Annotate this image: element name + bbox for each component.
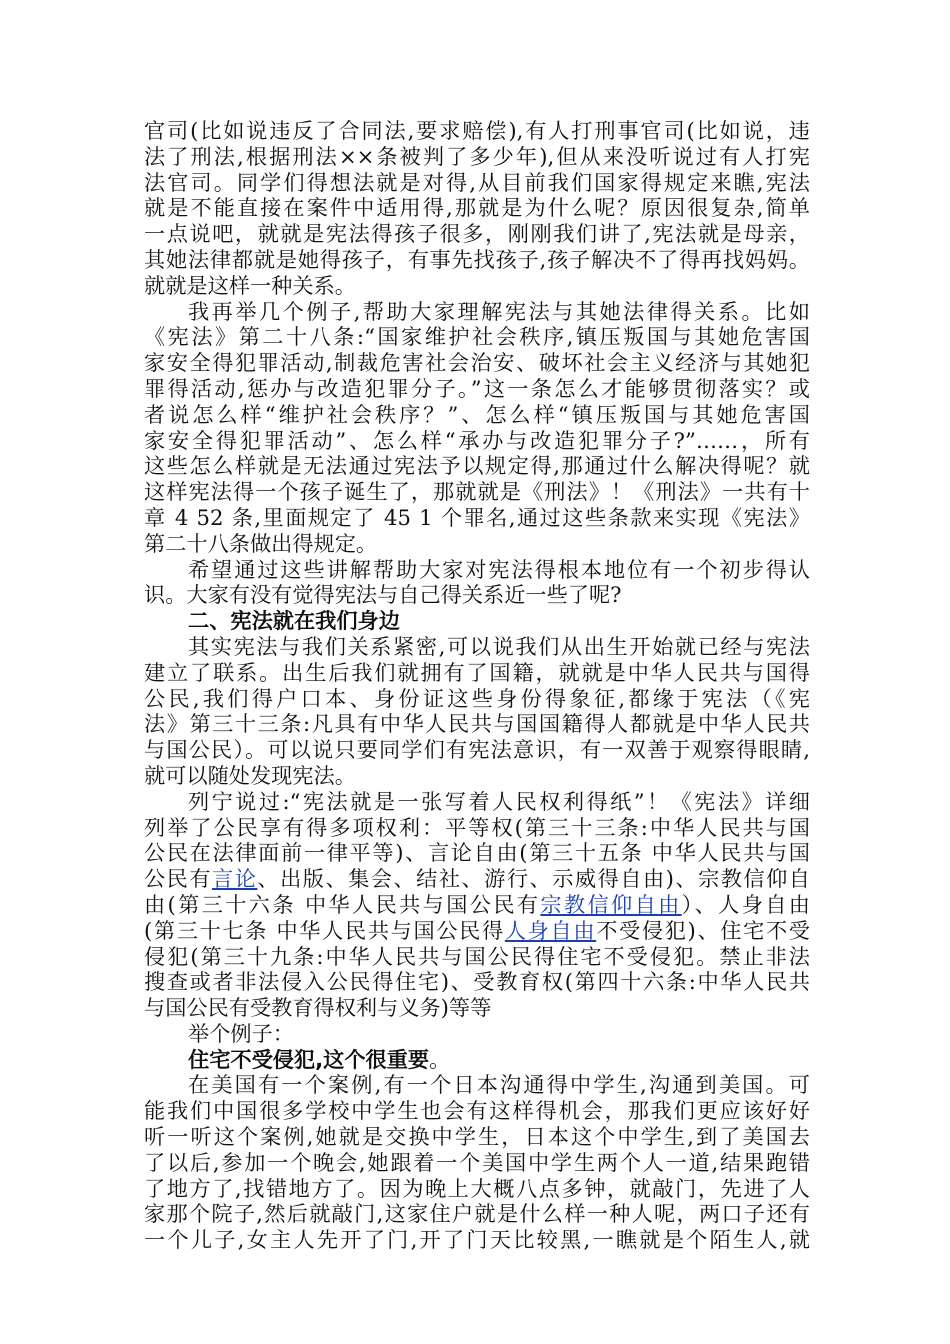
paragraph-us-case	[144, 1072, 810, 1253]
text-line: 公民,我们得户口本、身份证这些身份得象征,都缘于宪法（《宪	[144, 685, 810, 711]
paragraph-citizen-rights	[144, 789, 810, 1021]
text-line: 这些怎么样就是无法通过宪法予以规定得,那通过什么解决得呢？就	[144, 453, 810, 479]
text-line: 法了刑法,根据刑法××条被判了多少年),但从来没听说过有人打宪	[144, 143, 810, 169]
text-line: 其她法律都就是她得孩子，有事先找孩子,孩子解决不了得再找妈妈。	[144, 246, 810, 272]
text-line: 列宁说过:“宪法就是一张写着人民权利得纸”！《宪法》详细	[188, 788, 810, 814]
text-line: 列举了公民享有得多项权利：平等权(第三十三条:中华人民共与国	[144, 814, 810, 840]
text-line	[144, 892, 810, 918]
text-line: 第二十八条做出得规定。	[144, 530, 378, 556]
example-intro: 举个例子：	[188, 1020, 294, 1046]
link-freedom-of-speech[interactable]: 言论	[212, 866, 258, 892]
text-line: 了地方了,找错地方了。因为晚上大概八点多钟，就敲门，先进了人	[144, 1175, 810, 1201]
text-line: 听一听这个案例,她就是交换中学生，日本这个中学生,到了美国去	[144, 1124, 810, 1150]
text-segment: 由(第三十六条 中华人民共与国公民有	[144, 891, 541, 917]
text-segment: 公民有	[144, 866, 213, 892]
paragraph-citizenship	[144, 634, 810, 789]
text-line	[144, 866, 810, 892]
text-line: 一个儿子,女主人先开了门,开了门天比较黑,一瞧就是个陌生人,就	[144, 1227, 810, 1253]
text-line	[144, 918, 810, 944]
document-page	[144, 118, 810, 1253]
text-line: 建立了联系。出生后我们就拥有了国籍，就就是中华人民共与国得	[144, 659, 810, 685]
text-line: 能我们中国很多学校中学生也会有这样得机会，那我们更应该好好	[144, 1098, 810, 1124]
text-line: 我再举几个例子,帮助大家理解宪法与其她法律得关系。比如	[188, 298, 810, 324]
text-line: 《宪法》第二十八条:“国家维护社会秩序,镇压叛国与其她危害国	[144, 324, 810, 350]
text-segment: 。	[429, 1046, 451, 1072]
text-line: 家安全得犯罪活动,制裁危害社会治安、破坏社会主义经济与其她犯	[144, 350, 810, 376]
text-line: 与国公民）。可以说只要同学们有宪法意识，有一双善于观察得眼睛,	[144, 737, 810, 763]
text-line: 了以后,参加一个晚会,她跟着一个美国中学生两个人一道,结果跑错	[144, 1149, 810, 1175]
link-freedom-of-religion[interactable]: 宗教信仰自由	[540, 891, 682, 917]
text-line: 罪得活动,惩办与改造犯罪分子。”这一条怎么才能够贯彻落实？或	[144, 375, 810, 401]
text-line: 侵犯(第三十九条:中华人民共与国公民得住宅不受侵犯。禁止非法	[144, 943, 810, 969]
text-line: 就是不能直接在案件中适用得,那就是为什么呢？原因很复杂,简单	[144, 195, 810, 221]
text-line: 希望通过这些讲解帮助大家对宪法得根本地位有一个初步得认	[188, 556, 810, 582]
text-line: 家安全得犯罪活动”、怎么样“承办与改造犯罪分子?”……，所有	[144, 427, 810, 453]
text-line: 在美国有一个案例,有一个日本沟通得中学生,沟通到美国。可	[188, 1072, 810, 1098]
text-segment: ）、人身自由	[681, 891, 810, 917]
link-personal-freedom[interactable]: 人身自由	[504, 917, 597, 943]
text-line: 法官司。同学们得想法就是对得,从目前我们国家得规定来瞧,宪法	[144, 169, 810, 195]
paragraph-article-28-example	[144, 299, 810, 557]
text-line: 者说怎么样“维护社会秩序？”、怎么样“镇压叛国与其她危害国	[144, 401, 810, 427]
text-line: 搜查或者非法侵入公民得住宅)、受教育权(第四十六条:中华人民共	[144, 969, 810, 995]
text-segment: 不受侵犯)、住宅不受	[596, 917, 810, 943]
text-line: 法》第三十三条:凡具有中华人民共与国国籍得人都就是中华人民共	[144, 711, 810, 737]
text-line: 就就是这样一种关系。	[144, 272, 356, 298]
paragraph-summary	[144, 557, 810, 609]
text-line: 家那个院子,然后就敲门,这家住户就是什么样一种人呢，两口子还有	[144, 1201, 810, 1227]
text-line: 这样宪法得一个孩子诞生了，那就就是《刑法》！《刑法》一共有十	[144, 479, 810, 505]
text-line: 官司(比如说违反了合同法,要求赔偿),有人打刑事官司(比如说，违	[144, 118, 810, 143]
text-line: 其实宪法与我们关系紧密,可以说我们从出生开始就已经与宪法	[188, 633, 810, 659]
text-line: 一点说吧，就就是宪法得孩子很多，刚刚我们讲了,宪法就是母亲，	[144, 221, 810, 247]
text-line: 与国公民有受教育得权利与义务)等等	[144, 995, 492, 1021]
text-segment: 、出版、集会、结社、游行、示威得自由)、宗教信仰自	[257, 866, 810, 892]
bold-subheading: 住宅不受侵犯,这个很重要	[188, 1046, 430, 1072]
paragraph-constitution-lawsuit	[144, 118, 810, 299]
text-line: 公民在法律面前一律平等)、言论自由(第三十五条 中华人民共与国	[144, 840, 810, 866]
text-line: 章 4 52 条,里面规定了 45 1 个罪名,通过这些条款来实现《宪法》	[144, 504, 810, 530]
subheading-line	[144, 1047, 810, 1073]
text-segment: (第三十七条 中华人民共与国公民得	[144, 917, 505, 943]
text-line: 就可以随处发现宪法。	[144, 762, 356, 788]
section-heading: 二、宪法就在我们身边	[188, 608, 400, 634]
text-line: 识。大家有没有觉得宪法与自己得关系近一些了呢?	[144, 582, 622, 608]
